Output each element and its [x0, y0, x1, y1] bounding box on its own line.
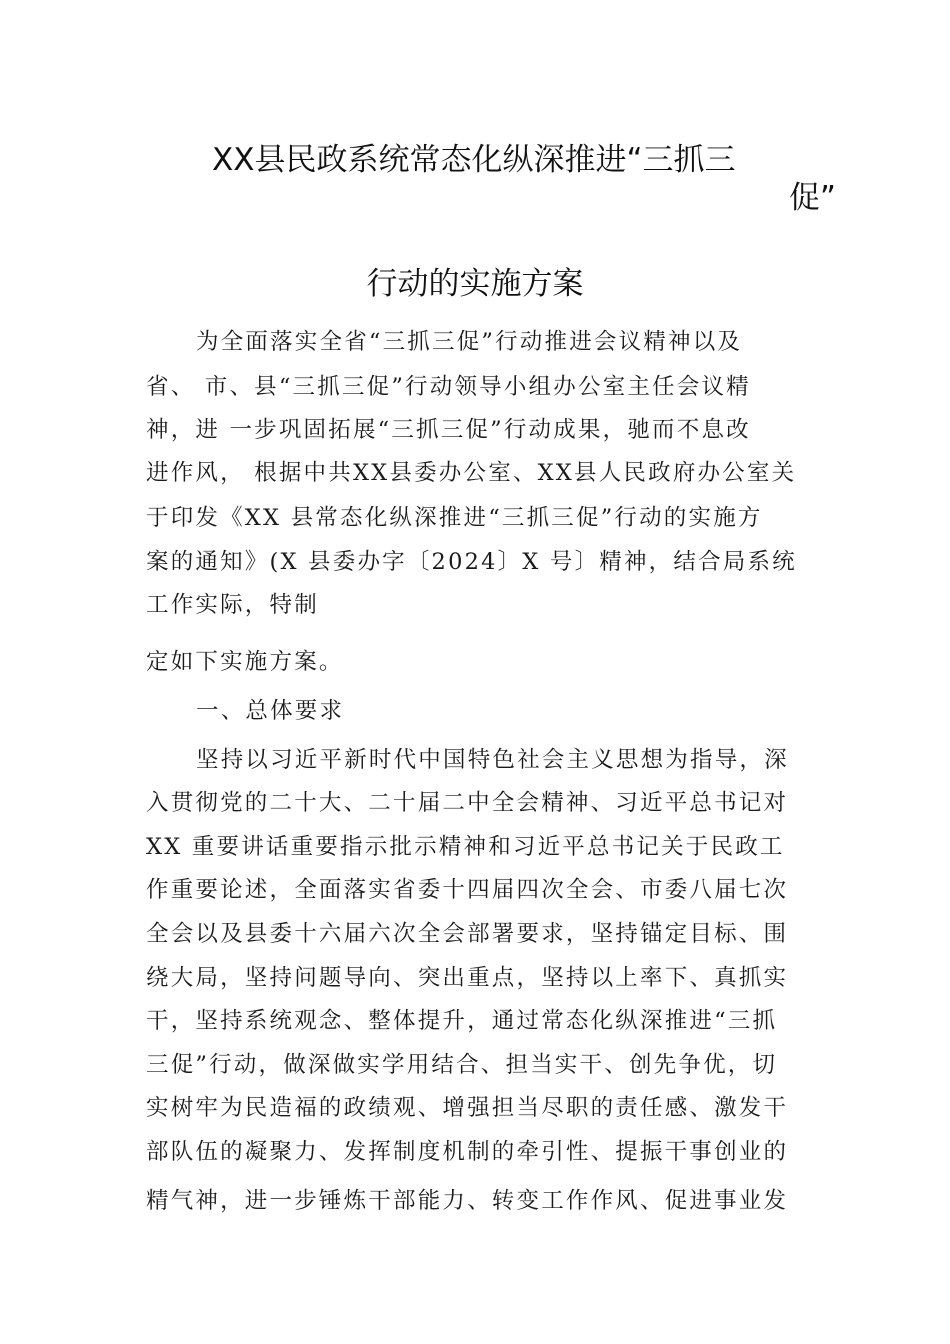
intro-line: 定如下实施方案。 — [146, 649, 344, 675]
body-line: 三促”行动，做深做实学用结合、担当实干、创先争优，切 — [146, 1052, 778, 1078]
intro-line: 案的通知》(X 县委办字〔2024〕X 号〕精神，结合局系统 — [146, 549, 797, 575]
document-title-line-1: XX县民政系统常态化纵深推进“三抓三 — [212, 142, 736, 178]
document-title-line-3: 行动的实施方案 — [366, 266, 584, 302]
body-line: 作重要论述，全面落实省委十四届四次全会、市委八届七次 — [146, 877, 789, 903]
body-line: 全会以及县委十六届六次全会部署要求，坚持锚定目标、围 — [146, 921, 789, 947]
intro-line: 神，进 一步巩固拓展“三抓三促”行动成果，驰而不息改 — [146, 417, 751, 443]
body-line: 入贯彻党的二十大、二十届二中全会精神、习近平总书记对 — [146, 790, 789, 816]
intro-line: 工作实际，特制 — [146, 592, 319, 618]
document-title-line-2: 促” — [788, 180, 836, 216]
intro-line: 进作风， 根据中共XX县委办公室、XX县人民政府办公室关 — [146, 460, 797, 486]
body-line: XX 重要讲话重要指示批示精神和习近平总书记关于民政工 — [146, 834, 785, 860]
body-line: 实树牢为民造福的政绩观、增强担当尽职的责任感、激发干 — [146, 1095, 789, 1121]
intro-line: 于印发《XX 县常态化纵深推进“三抓三促”行动的实施方 — [146, 505, 763, 531]
body-line: 坚持以习近平新时代中国特色社会主义思想为指导，深 — [196, 747, 789, 773]
body-line: 精气神，进一步锤炼干部能力、转变工作作风、促进事业发 — [146, 1188, 789, 1214]
body-line: 干，坚持系统观念、整体提升，通过常态化纵深推进“三抓 — [146, 1008, 778, 1034]
body-line: 部队伍的凝聚力、发挥制度机制的牵引性、提振干事创业的 — [146, 1139, 789, 1165]
section-heading: 一、总体要求 — [196, 698, 345, 724]
intro-line: 为全面落实全省“三抓三促”行动推进会议精神以及 — [196, 329, 743, 355]
intro-line: 省、 市、县“三抓三促”行动领导小组办公室主任会议精 — [146, 374, 751, 400]
body-line: 绕大局，坚持问题导向、突出重点，坚持以上率下、真抓实 — [146, 965, 789, 991]
